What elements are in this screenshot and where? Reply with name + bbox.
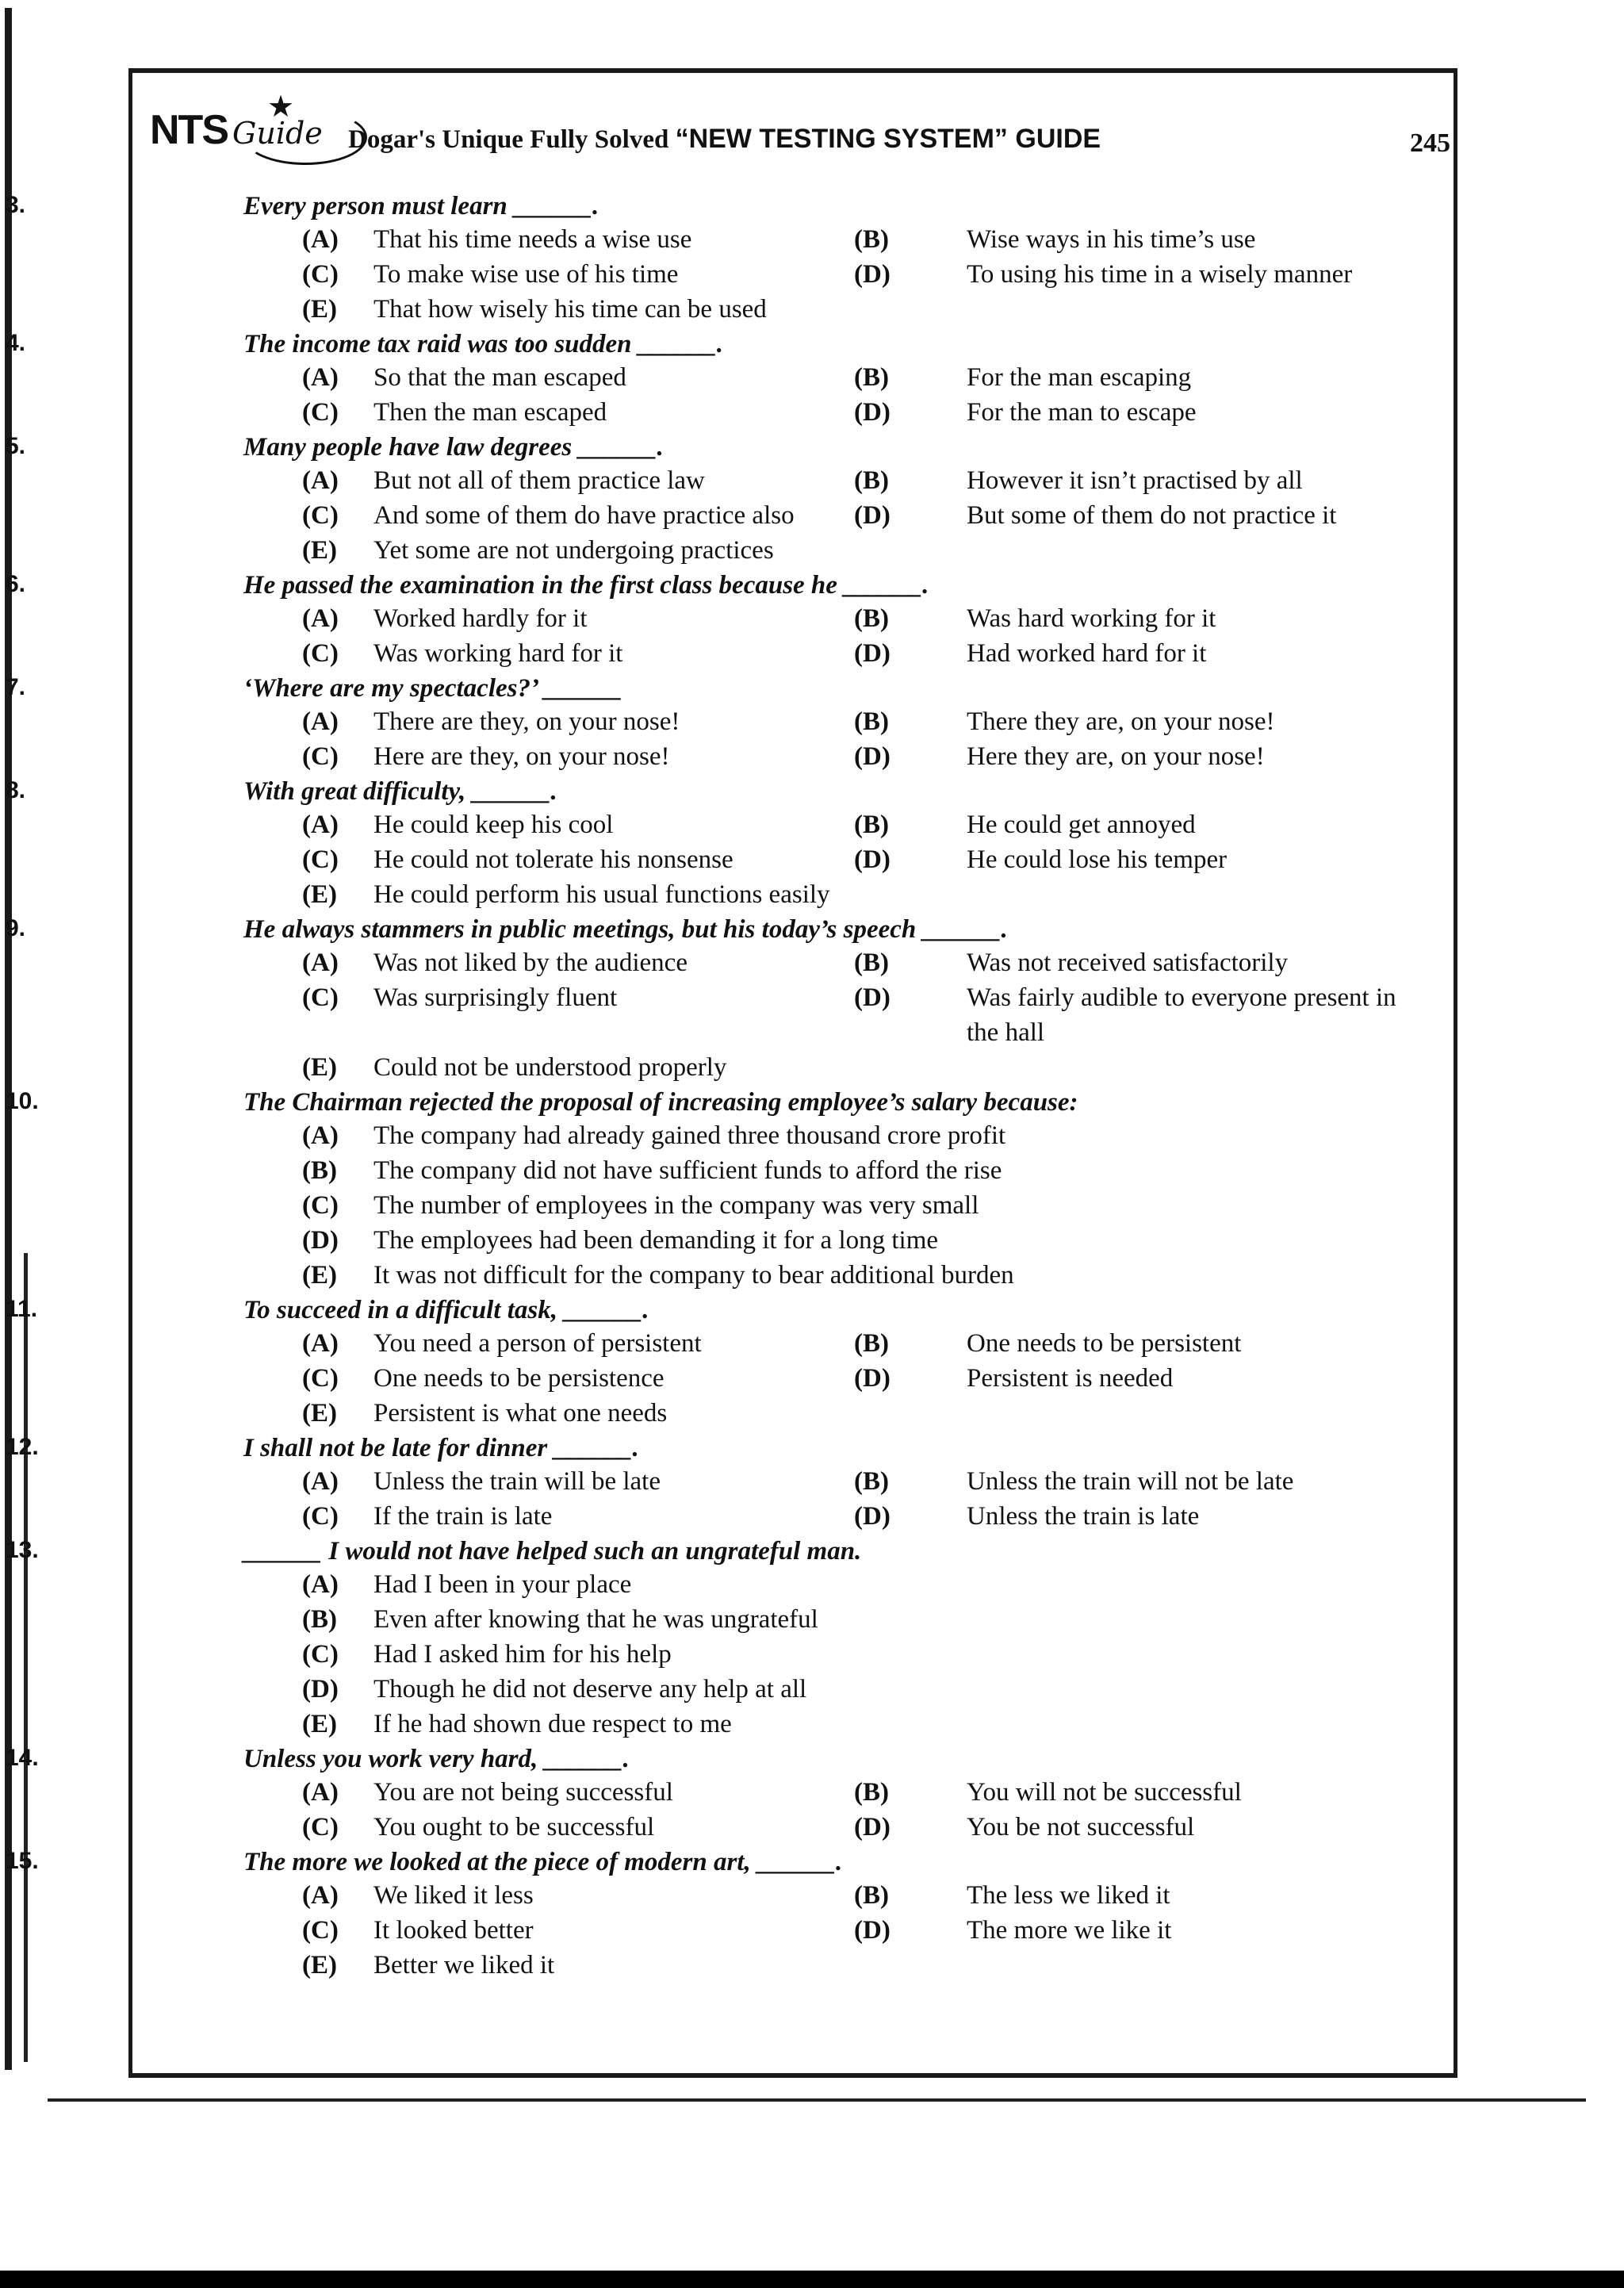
option-text: Then the man escaped bbox=[373, 398, 607, 427]
option-text: Unless the train is late bbox=[967, 1502, 1200, 1531]
option-label: (C) bbox=[302, 1191, 339, 1220]
question-item bbox=[6, 431, 1454, 568]
page-header bbox=[132, 92, 1454, 179]
book-title-main: “NEW TESTING SYSTEM” GUIDE bbox=[675, 124, 1101, 154]
option-label: (D) bbox=[302, 1675, 339, 1704]
option-label: (D) bbox=[854, 501, 891, 530]
option-list bbox=[302, 222, 1454, 327]
option-label: (D) bbox=[302, 1226, 339, 1255]
question-number: 10. bbox=[6, 1088, 39, 1114]
option-text: Better we liked it bbox=[373, 1951, 555, 1979]
option-label: (A) bbox=[302, 363, 339, 392]
bottom-rule bbox=[48, 2098, 1586, 2102]
option-label: (C) bbox=[302, 742, 339, 771]
option-label: (D) bbox=[854, 398, 891, 427]
option-text: Was hard working for it bbox=[967, 604, 1216, 633]
option-label: (B) bbox=[302, 1605, 337, 1634]
option-label: (D) bbox=[854, 1364, 891, 1393]
option-text: The less we liked it bbox=[967, 1881, 1170, 1910]
star-icon: ★ bbox=[267, 90, 295, 124]
option-list bbox=[302, 601, 1454, 671]
option-text: Even after knowing that he was ungrateful bbox=[373, 1605, 818, 1634]
nts-guide-logo bbox=[150, 90, 323, 154]
question-number: 3. bbox=[6, 192, 26, 218]
option-label: (E) bbox=[302, 1399, 337, 1428]
option-text: There they are, on your nose! bbox=[967, 707, 1275, 736]
option-text: He could not tolerate his nonsense bbox=[373, 845, 733, 874]
option-text: The number of employees in the company was very small bbox=[373, 1191, 979, 1220]
page-number: 245 bbox=[1410, 128, 1450, 158]
option-list bbox=[302, 1878, 1454, 1983]
option-text: Yet some are not undergoing practices bbox=[373, 536, 774, 565]
option-text: You are not being successful bbox=[373, 1778, 673, 1807]
option-label: (A) bbox=[302, 225, 339, 254]
option-text: If the train is late bbox=[373, 1502, 553, 1531]
option-text: For the man to escape bbox=[967, 398, 1197, 427]
question-item bbox=[6, 1846, 1454, 1983]
option-label: (B) bbox=[854, 707, 889, 736]
question-text: He passed the examination in the first class because he ______. bbox=[243, 571, 929, 600]
option-list bbox=[302, 704, 1454, 774]
option-label: (A) bbox=[302, 1467, 339, 1496]
book-title bbox=[348, 124, 1101, 155]
option-text: Was not liked by the audience bbox=[373, 949, 688, 977]
question-number: 12. bbox=[6, 1434, 39, 1460]
option-text: You need a person of persistent bbox=[373, 1329, 702, 1358]
question-item bbox=[6, 569, 1454, 671]
question-text: Many people have law degrees ______. bbox=[243, 433, 664, 462]
option-text: Though he did not deserve any help at all bbox=[373, 1675, 807, 1704]
option-text: Worked hardly for it bbox=[373, 604, 588, 633]
option-label: (E) bbox=[302, 1053, 337, 1082]
option-text: Had worked hard for it bbox=[967, 639, 1207, 668]
option-text: Had I been in your place bbox=[373, 1570, 632, 1599]
option-text: Was fairly audible to everyone present in the hall bbox=[967, 983, 1396, 1047]
question-text: Unless you work very hard, ______. bbox=[243, 1745, 630, 1773]
option-label: (B) bbox=[854, 1778, 889, 1807]
option-text: The company did not have sufficient funds to afford the rise bbox=[373, 1156, 1002, 1185]
question-item bbox=[6, 1743, 1454, 1845]
option-label: (C) bbox=[302, 501, 339, 530]
question-item bbox=[6, 328, 1454, 430]
binding-edge-inner bbox=[24, 1253, 28, 2062]
option-text: However it isn’t practised by all bbox=[967, 466, 1303, 495]
page-frame bbox=[6, 68, 1457, 2078]
question-number: 9. bbox=[6, 915, 26, 941]
option-list bbox=[302, 360, 1454, 430]
option-label: (D) bbox=[854, 983, 891, 1012]
option-text: You be not successful bbox=[967, 1813, 1195, 1842]
question-number: 8. bbox=[6, 777, 26, 803]
option-list bbox=[302, 463, 1454, 568]
option-label: (C) bbox=[302, 845, 339, 874]
option-text: The more we like it bbox=[967, 1916, 1172, 1945]
question-text: To succeed in a difficult task, ______. bbox=[243, 1296, 649, 1324]
option-text: You ought to be successful bbox=[373, 1813, 655, 1842]
option-label: (E) bbox=[302, 295, 337, 324]
option-text: It looked better bbox=[373, 1916, 534, 1945]
question-text: ______ I would not have helped such an ungrateful man. bbox=[243, 1537, 862, 1566]
option-text: One needs to be persistent bbox=[967, 1329, 1242, 1358]
option-text: You will not be successful bbox=[967, 1778, 1242, 1807]
question-text: With great difficulty, ______. bbox=[243, 777, 557, 806]
option-text: For the man escaping bbox=[967, 363, 1192, 392]
option-text: Here are they, on your nose! bbox=[373, 742, 670, 771]
option-label: (A) bbox=[302, 1881, 339, 1910]
question-text: ‘Where are my spectacles?’ ______ bbox=[243, 674, 622, 703]
option-text: Could not be understood properly bbox=[373, 1053, 727, 1082]
option-label: (B) bbox=[854, 949, 889, 977]
option-label: (B) bbox=[854, 1329, 889, 1358]
question-item bbox=[6, 1087, 1454, 1293]
option-label: (C) bbox=[302, 1916, 339, 1945]
option-text: There are they, on your nose! bbox=[373, 707, 680, 736]
question-number: 13. bbox=[6, 1537, 39, 1563]
question-item bbox=[6, 776, 1454, 912]
option-label: (C) bbox=[302, 983, 339, 1012]
option-label: (A) bbox=[302, 466, 339, 495]
option-label: (C) bbox=[302, 398, 339, 427]
option-label: (D) bbox=[854, 1502, 891, 1531]
option-label: (E) bbox=[302, 1261, 337, 1290]
option-list bbox=[302, 945, 1454, 1085]
question-number: 15. bbox=[6, 1848, 39, 1874]
option-text: Wise ways in his time’s use bbox=[967, 225, 1256, 254]
option-label: (E) bbox=[302, 880, 337, 909]
scan-bottom-edge bbox=[0, 2271, 1624, 2288]
option-text: That his time needs a wise use bbox=[373, 225, 692, 254]
option-list bbox=[302, 1464, 1454, 1534]
book-title-prefix: Dogar's Unique Fully Solved bbox=[348, 125, 676, 154]
question-item bbox=[6, 1432, 1454, 1534]
option-label: (E) bbox=[302, 1710, 337, 1738]
option-label: (A) bbox=[302, 1778, 339, 1807]
option-text: But some of them do not practice it bbox=[967, 501, 1337, 530]
option-text: Persistent is what one needs bbox=[373, 1399, 668, 1428]
option-label: (C) bbox=[302, 1813, 339, 1842]
option-list bbox=[302, 1775, 1454, 1845]
question-item bbox=[6, 673, 1454, 774]
option-label: (E) bbox=[302, 536, 337, 565]
option-label: (C) bbox=[302, 1640, 339, 1669]
option-label: (D) bbox=[854, 639, 891, 668]
question-text: The more we looked at the piece of modern art, ______. bbox=[243, 1848, 843, 1876]
question-item bbox=[6, 914, 1454, 1085]
option-text: Had I asked him for his help bbox=[373, 1640, 672, 1669]
option-list bbox=[302, 807, 1454, 912]
option-label: (C) bbox=[302, 1502, 339, 1531]
question-number: 4. bbox=[6, 330, 26, 356]
option-label: (B) bbox=[854, 1467, 889, 1496]
option-text: And some of them do have practice also bbox=[373, 501, 795, 530]
option-list bbox=[302, 1567, 1454, 1742]
question-item bbox=[6, 190, 1454, 327]
question-text: Every person must learn ______. bbox=[243, 192, 599, 220]
question-item bbox=[6, 1535, 1454, 1742]
option-text: Unless the train will not be late bbox=[967, 1467, 1294, 1496]
option-list bbox=[302, 1118, 1454, 1293]
question-number: 11. bbox=[6, 1296, 38, 1322]
option-text: To using his time in a wisely manner bbox=[967, 260, 1353, 289]
question-list bbox=[6, 190, 1454, 1984]
option-label: (D) bbox=[854, 1916, 891, 1945]
option-text: Here they are, on your nose! bbox=[967, 742, 1265, 771]
option-label: (E) bbox=[302, 1951, 337, 1979]
question-text: The Chairman rejected the proposal of increasing employee’s salary because: bbox=[243, 1088, 1078, 1117]
option-label: (B) bbox=[854, 363, 889, 392]
option-label: (B) bbox=[854, 604, 889, 633]
option-text: We liked it less bbox=[373, 1881, 534, 1910]
option-label: (B) bbox=[302, 1156, 337, 1185]
question-number: 14. bbox=[6, 1745, 39, 1771]
option-text: Unless the train will be late bbox=[373, 1467, 661, 1496]
option-text: The company had already gained three thousand crore profit bbox=[373, 1121, 1006, 1150]
option-label: (C) bbox=[302, 1364, 339, 1393]
option-label: (A) bbox=[302, 1329, 339, 1358]
option-label: (A) bbox=[302, 811, 339, 839]
logo-guide-text: Guide bbox=[232, 116, 323, 151]
option-text: He could get annoyed bbox=[967, 811, 1196, 839]
option-text: He could lose his temper bbox=[967, 845, 1228, 874]
option-label: (B) bbox=[854, 811, 889, 839]
option-label: (D) bbox=[854, 845, 891, 874]
question-number: 5. bbox=[6, 433, 26, 459]
option-label: (A) bbox=[302, 1121, 339, 1150]
option-text: Was not received satisfactorily bbox=[967, 949, 1289, 977]
option-label: (B) bbox=[854, 466, 889, 495]
question-item bbox=[6, 1294, 1454, 1431]
option-text: If he had shown due respect to me bbox=[373, 1710, 732, 1738]
option-text: Was working hard for it bbox=[373, 639, 623, 668]
question-number: 7. bbox=[6, 674, 26, 700]
option-text: Persistent is needed bbox=[967, 1364, 1174, 1393]
logo-nts-text: NTS bbox=[150, 107, 228, 153]
option-text: He could keep his cool bbox=[373, 811, 614, 839]
option-label: (B) bbox=[854, 225, 889, 254]
option-text: Was surprisingly fluent bbox=[373, 983, 618, 1012]
option-label: (A) bbox=[302, 1570, 339, 1599]
option-label: (C) bbox=[302, 639, 339, 668]
option-label: (B) bbox=[854, 1881, 889, 1910]
option-label: (C) bbox=[302, 260, 339, 289]
option-label: (D) bbox=[854, 260, 891, 289]
option-label: (A) bbox=[302, 707, 339, 736]
option-text: One needs to be persistence bbox=[373, 1364, 665, 1393]
option-label: (A) bbox=[302, 949, 339, 977]
option-text: The employees had been demanding it for a long time bbox=[373, 1226, 939, 1255]
question-number: 6. bbox=[6, 571, 26, 597]
question-text: I shall not be late for dinner ______. bbox=[243, 1434, 639, 1462]
question-text: The income tax raid was too sudden ______. bbox=[243, 330, 724, 358]
option-label: (D) bbox=[854, 742, 891, 771]
option-text: He could perform his usual functions easily bbox=[373, 880, 830, 909]
option-label: (D) bbox=[854, 1813, 891, 1842]
option-text: To make wise use of his time bbox=[373, 260, 679, 289]
option-list bbox=[302, 1326, 1454, 1431]
option-text: So that the man escaped bbox=[373, 363, 626, 392]
option-text: It was not difficult for the company to bear additional burden bbox=[373, 1261, 1014, 1290]
option-label: (A) bbox=[302, 604, 339, 633]
option-text: But not all of them practice law bbox=[373, 466, 705, 495]
option-text: That how wisely his time can be used bbox=[373, 295, 767, 324]
question-text: He always stammers in public meetings, but his today’s speech ______. bbox=[243, 915, 1008, 944]
